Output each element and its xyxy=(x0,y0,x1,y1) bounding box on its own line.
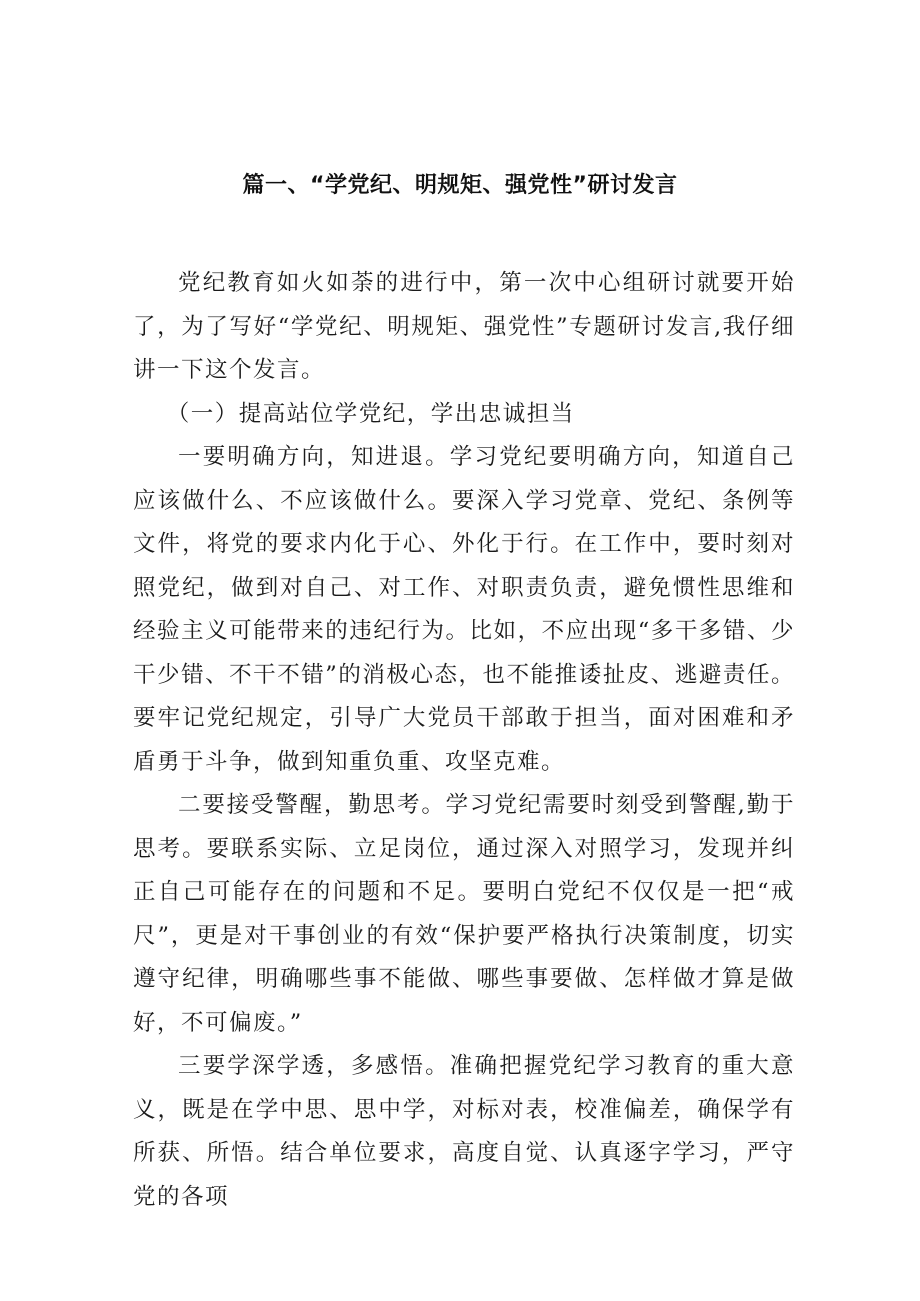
point-three-paragraph: 三要学深学透，多感悟。准确把握党纪学习教育的重大意义，既是在学中思、思中学，对标对表，校准偏差，确保学有所获、所悟。结合单位要求，高度自觉、认真逐字学习，严守党的各项 xyxy=(133,1053,795,1210)
point-one-paragraph: 一要明确方向，知进退。学习党纪要明确方向，知道自己应该做什么、不应该做什么。要深入学习党章、党纪、条例等文件，将党的要求内化于心、外化于行。在工作中，要时刻对照党纪，做到对自己、对工作、对职责负责，避免惯性思维和经验主义可能带来的违纪行为。比如，不应出现“多干多错、少干少错、不干不错”的消极心态，也不能推诿扯皮、逃避责任。要牢记党纪规定，引导广大党员干部敢于担当，面对困难和矛盾勇于斗争，做到知重负重、攻坚克难。 xyxy=(133,444,795,775)
point-two-paragraph: 二要接受警醒，勤思考。学习党纪需要时刻受到警醒,勤于思考。要联系实际、立足岗位，通过深入对照学习，发现并纠正自己可能存在的问题和不足。要明白党纪不仅仅是一把“戒尺”，更是对干事创业的有效“保护要严格执行决策制度，切实遵守纪律，明确哪些事不能做、哪些事要做、怎样做才算是做好，不可偏废。” xyxy=(133,792,795,1036)
document-title: 篇一、“学党纪、明规矩、强党性”研讨发言 xyxy=(242,173,678,198)
document-body xyxy=(133,262,795,1219)
section-one-heading: （一）提高站位学党纪，学出忠诚担当 xyxy=(166,400,575,427)
intro-paragraph: 党纪教育如火如荼的进行中，第一次中心组研讨就要开始了，为了写好“学党纪、明规矩、强党性”专题研讨发言,我仔细讲一下这个发言。 xyxy=(133,270,795,383)
